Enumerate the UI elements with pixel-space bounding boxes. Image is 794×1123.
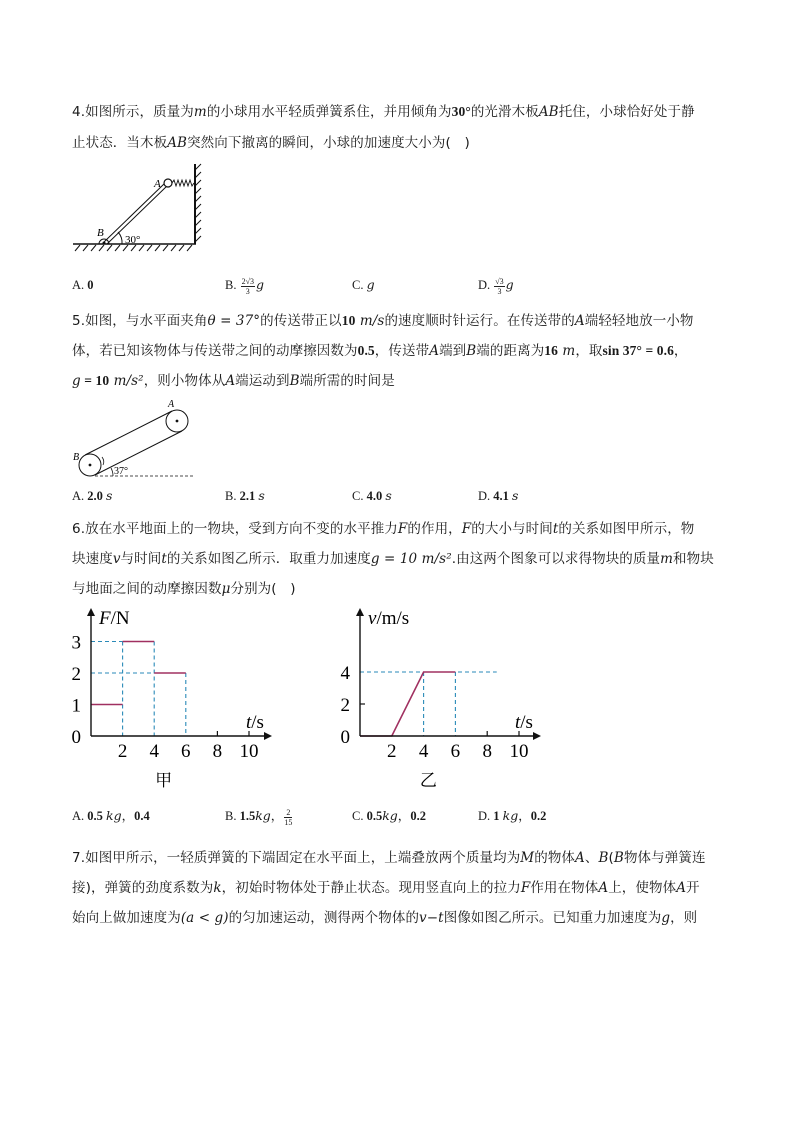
- option-unit: s: [512, 488, 519, 503]
- y-tick-label: 2: [340, 695, 350, 716]
- text: ，: [673, 343, 688, 359]
- math: (a < g): [180, 910, 229, 926]
- option-value-mu: 0.4: [134, 809, 150, 823]
- option-label: D.: [478, 278, 491, 292]
- fraction: [241, 277, 255, 296]
- chart-caption: 乙: [419, 771, 437, 791]
- math: g = 10: [370, 551, 418, 567]
- text: 突然向下撤离的瞬间，小球的加速度大小为( ): [187, 135, 470, 151]
- q6-number: 6.: [72, 521, 86, 537]
- q4-text-line-1: [72, 102, 695, 122]
- y-axis-unit: /N: [110, 608, 130, 629]
- math: k: [213, 880, 222, 896]
- text: 如图，与水平面夹角: [85, 313, 208, 329]
- math: g: [72, 373, 81, 389]
- y-axis-unit: /m/s: [376, 608, 410, 629]
- chart-velocity-time-yi: [330, 602, 560, 792]
- q5-figure-conveyor-belt: [70, 398, 200, 480]
- text: ，传送带: [374, 343, 430, 359]
- math: 16: [544, 343, 558, 358]
- chart-caption: 甲: [155, 771, 173, 791]
- text: 的关系如图甲所示，物: [558, 521, 695, 537]
- q7-number: 7.: [72, 850, 86, 866]
- text: 端轻轻地放一小物: [584, 313, 694, 329]
- math: m: [562, 343, 576, 359]
- x-axis-arrow-icon: [533, 732, 541, 740]
- text: ，则: [670, 910, 698, 926]
- option-value: 0.5: [366, 809, 383, 823]
- math: F: [397, 521, 408, 537]
- q6-option-a[interactable]: A. 0.5 kg，0.4: [72, 808, 150, 823]
- text: (: [608, 850, 614, 866]
- text: 端的距离为: [476, 343, 545, 359]
- x-axis-unit: /s: [251, 712, 264, 733]
- option-value: 0.5: [87, 809, 103, 823]
- y-tick-label: 4: [340, 663, 350, 684]
- q5-option-d[interactable]: [478, 486, 518, 506]
- math: 10: [341, 313, 356, 328]
- option-unit: s: [106, 488, 113, 503]
- pulley-a-axle: [176, 420, 179, 423]
- fraction: [494, 277, 504, 296]
- text: 如图甲所示，一轻质弹簧的下端固定在水平面上，上端叠放两个质量均为: [85, 850, 521, 866]
- text: 作用在物体: [530, 880, 599, 896]
- text: 始向上做加速度为: [72, 910, 181, 926]
- x-axis-arrow-icon: [264, 732, 272, 740]
- q4-option-c[interactable]: [352, 275, 375, 295]
- q5-option-c[interactable]: [352, 486, 392, 506]
- numerator: √3: [495, 276, 504, 286]
- y-axis-arrow-icon: [87, 608, 95, 616]
- option-value: 0: [87, 278, 94, 292]
- text: 开: [686, 880, 700, 896]
- option-label: A.: [72, 809, 85, 823]
- math: sin 37° = 0.6: [602, 343, 674, 358]
- belt-bottom: [95, 431, 182, 475]
- y-axis-label: [98, 608, 130, 629]
- math: F: [461, 521, 472, 537]
- data-line: [360, 672, 455, 736]
- math: 30°: [451, 104, 471, 119]
- option-value: 2.1: [239, 489, 256, 503]
- chart-force-time-jia: [66, 602, 286, 792]
- option-unit: kg: [255, 808, 271, 823]
- math: μ: [221, 581, 231, 597]
- q4-figure-incline-spring: [70, 162, 210, 254]
- math: A: [598, 880, 609, 896]
- text: 上，使物体: [608, 880, 677, 896]
- math: F: [520, 880, 531, 896]
- label-angle: 37°: [114, 466, 128, 477]
- text: 的光滑木板: [470, 104, 539, 120]
- math: t: [552, 521, 559, 537]
- ball: [164, 179, 172, 187]
- denominator: 3: [245, 286, 250, 296]
- option-unit: s: [258, 488, 265, 503]
- option-value-mu: 0.2: [530, 809, 547, 823]
- option-label: D.: [478, 489, 491, 503]
- text: 的匀加速运动，测得两个物体的: [228, 910, 420, 926]
- text: 的速度顺时针运行。在传送带的: [384, 313, 575, 329]
- x-tick-label: 2: [387, 741, 397, 762]
- label-b: B: [97, 227, 104, 239]
- denominator: 3: [497, 286, 502, 296]
- q7-text-line-1: [72, 848, 706, 868]
- math: v: [112, 551, 121, 567]
- q4-option-b[interactable]: [225, 275, 264, 296]
- text: 和物块: [673, 551, 714, 567]
- x-tick-label: 10: [509, 741, 529, 762]
- fraction: [284, 808, 292, 827]
- math: M: [520, 850, 535, 866]
- q5-option-a[interactable]: [72, 486, 112, 506]
- x-tick-label: 4: [418, 741, 429, 762]
- text: ，取: [575, 343, 603, 359]
- option-label: C.: [352, 809, 364, 823]
- spring-icon: [172, 180, 194, 186]
- text: 体，若已知该物体与传送带之间的动摩擦因数为: [72, 343, 358, 359]
- label-angle: 30°: [125, 234, 141, 246]
- option-label: B.: [225, 278, 237, 292]
- option-value: 1: [493, 809, 500, 823]
- text: 的物体: [534, 850, 576, 866]
- text: 的传送带正以: [260, 313, 342, 329]
- x-tick-label: 8: [212, 741, 223, 762]
- y-tick-label: 2: [71, 664, 81, 685]
- math: v−t: [419, 910, 444, 926]
- math: g: [661, 910, 671, 926]
- y-axis-symbol: F: [99, 608, 111, 629]
- q6-option-d[interactable]: D. 1 kg，0.2: [478, 808, 547, 823]
- text: .由这两个图象可以求得物块的质量: [451, 551, 661, 567]
- x-tick-label: 8: [482, 741, 492, 762]
- y-tick-label: 1: [71, 695, 81, 717]
- math: B: [613, 850, 624, 866]
- q6-text-line-3: [72, 579, 296, 599]
- math: B: [289, 373, 300, 389]
- option-label: A.: [72, 278, 85, 292]
- origin-label: 0: [71, 727, 81, 748]
- y-tick-label: 3: [71, 632, 81, 654]
- pulley-b-axle: [89, 464, 92, 467]
- x-axis-label: [515, 712, 533, 733]
- x-tick-label: 4: [149, 741, 159, 762]
- text: 物体与弹簧连: [623, 850, 706, 866]
- angle-arc: [111, 468, 113, 476]
- option-unit: kg: [106, 808, 122, 823]
- label-a: A: [168, 399, 175, 410]
- belt-top: [85, 411, 172, 455]
- x-axis-unit: /s: [520, 712, 533, 733]
- y-axis-label: [368, 608, 409, 629]
- q7-text-line-3: [72, 908, 697, 928]
- x-tick-label: 2: [117, 741, 128, 762]
- text: 的关系如图乙所示．取重力加速度: [166, 551, 371, 567]
- math: t: [161, 551, 167, 567]
- text: 与时间: [120, 551, 162, 567]
- option-label: B.: [225, 489, 237, 503]
- math: m/s²: [421, 551, 452, 567]
- text: ，初始时物体处于静止状态。现用竖直向上的拉力: [221, 880, 521, 896]
- y-axis-arrow-icon: [356, 608, 364, 616]
- math: A: [676, 880, 687, 896]
- q5-text-line-2: [72, 341, 688, 361]
- math: B: [598, 850, 609, 866]
- text: 放在水平地面上的一物块，受到方向不变的水平推力: [85, 521, 398, 537]
- x-tick-label: 10: [239, 741, 259, 762]
- option-value-mu: 0.2: [410, 809, 426, 823]
- q6-option-b[interactable]: B. 1.5kg， $\frac{2}{15}$: [225, 807, 293, 827]
- text: 块速度: [72, 551, 113, 567]
- rotation-arrow-icon: [102, 457, 104, 465]
- text: 分别为( ): [230, 581, 296, 597]
- option-label: C.: [352, 278, 364, 292]
- text: 如图所示，质量为: [85, 104, 194, 120]
- text: 图像如图乙所示。已知重力加速度为: [443, 910, 662, 926]
- denominator: 15: [284, 817, 293, 827]
- text: 端运动到: [235, 373, 290, 389]
- q4-option-d[interactable]: [478, 275, 514, 296]
- math: θ = 37°: [207, 313, 261, 329]
- x-axis-symbol: t: [515, 712, 521, 733]
- q4-option-a[interactable]: [72, 275, 94, 295]
- q4-text-line-2: [72, 133, 470, 153]
- x-axis-symbol: t: [246, 712, 252, 733]
- text: 的小球用水平轻质弹簧系住，并用倾角为: [206, 104, 452, 120]
- math: A: [225, 373, 236, 389]
- option-unit: kg: [502, 808, 519, 823]
- option-unit: s: [385, 488, 392, 503]
- math: 10: [95, 373, 110, 388]
- math: AB: [167, 135, 188, 151]
- q5-text-line-1: [72, 311, 694, 331]
- math: 0.5: [357, 343, 375, 358]
- math: m: [193, 104, 207, 120]
- text: 的大小与时间: [471, 521, 553, 537]
- math: A: [429, 343, 440, 359]
- label-b: B: [73, 452, 80, 463]
- option-label: C.: [352, 489, 364, 503]
- numerator: 2: [286, 807, 291, 817]
- math: m/s: [359, 313, 385, 329]
- math: A: [575, 850, 585, 866]
- q5-text-line-3: [72, 371, 395, 391]
- origin-label: 0: [340, 727, 350, 748]
- option-unit: kg: [382, 808, 398, 823]
- q4-number: 4.: [72, 104, 86, 120]
- q7-text-line-2: [72, 878, 700, 898]
- math: =: [80, 373, 96, 388]
- y-axis-symbol: v: [368, 608, 377, 629]
- option-value: g: [505, 277, 514, 292]
- q6-text-line-2: [72, 549, 714, 569]
- option-value: 4.1: [493, 489, 509, 503]
- option-label: A.: [72, 489, 85, 503]
- q6-text-line-1: [72, 519, 694, 539]
- q5-number: 5.: [72, 313, 86, 329]
- option-label: D.: [478, 809, 491, 823]
- text: 的作用，: [407, 521, 462, 537]
- q5-option-b[interactable]: [225, 486, 265, 506]
- text: ，则小物体从: [143, 373, 226, 389]
- x-tick-label: 6: [450, 741, 461, 762]
- text: 与地面之间的动摩擦因数: [72, 581, 222, 597]
- hinge-pin: [103, 242, 106, 245]
- math: m/s²: [113, 373, 144, 389]
- math: AB: [538, 104, 559, 120]
- option-value: 4.0: [366, 489, 383, 503]
- option-label: B.: [225, 809, 237, 823]
- math: A: [574, 313, 585, 329]
- x-tick-label: 6: [181, 741, 191, 762]
- x-axis-label: [246, 712, 264, 733]
- numerator: 2√3: [241, 276, 254, 286]
- angle-arc: [118, 232, 122, 244]
- label-a: A: [154, 178, 161, 190]
- text: 端所需的时间是: [299, 373, 395, 389]
- math: B: [466, 343, 477, 359]
- text: 、: [584, 850, 599, 866]
- option-value: 1.5: [239, 809, 256, 823]
- option-value: g: [255, 277, 264, 292]
- q6-option-c[interactable]: C. 0.5kg，0.2: [352, 808, 426, 823]
- text: 托住，小球恰好处于静: [558, 104, 695, 120]
- text: 端到: [439, 343, 467, 359]
- text: 止状态．当木板: [72, 135, 168, 151]
- option-value: g: [366, 277, 375, 292]
- math: m: [660, 551, 674, 567]
- option-value: 2.0: [87, 489, 103, 503]
- text: 接)，弹簧的劲度系数为: [72, 880, 214, 896]
